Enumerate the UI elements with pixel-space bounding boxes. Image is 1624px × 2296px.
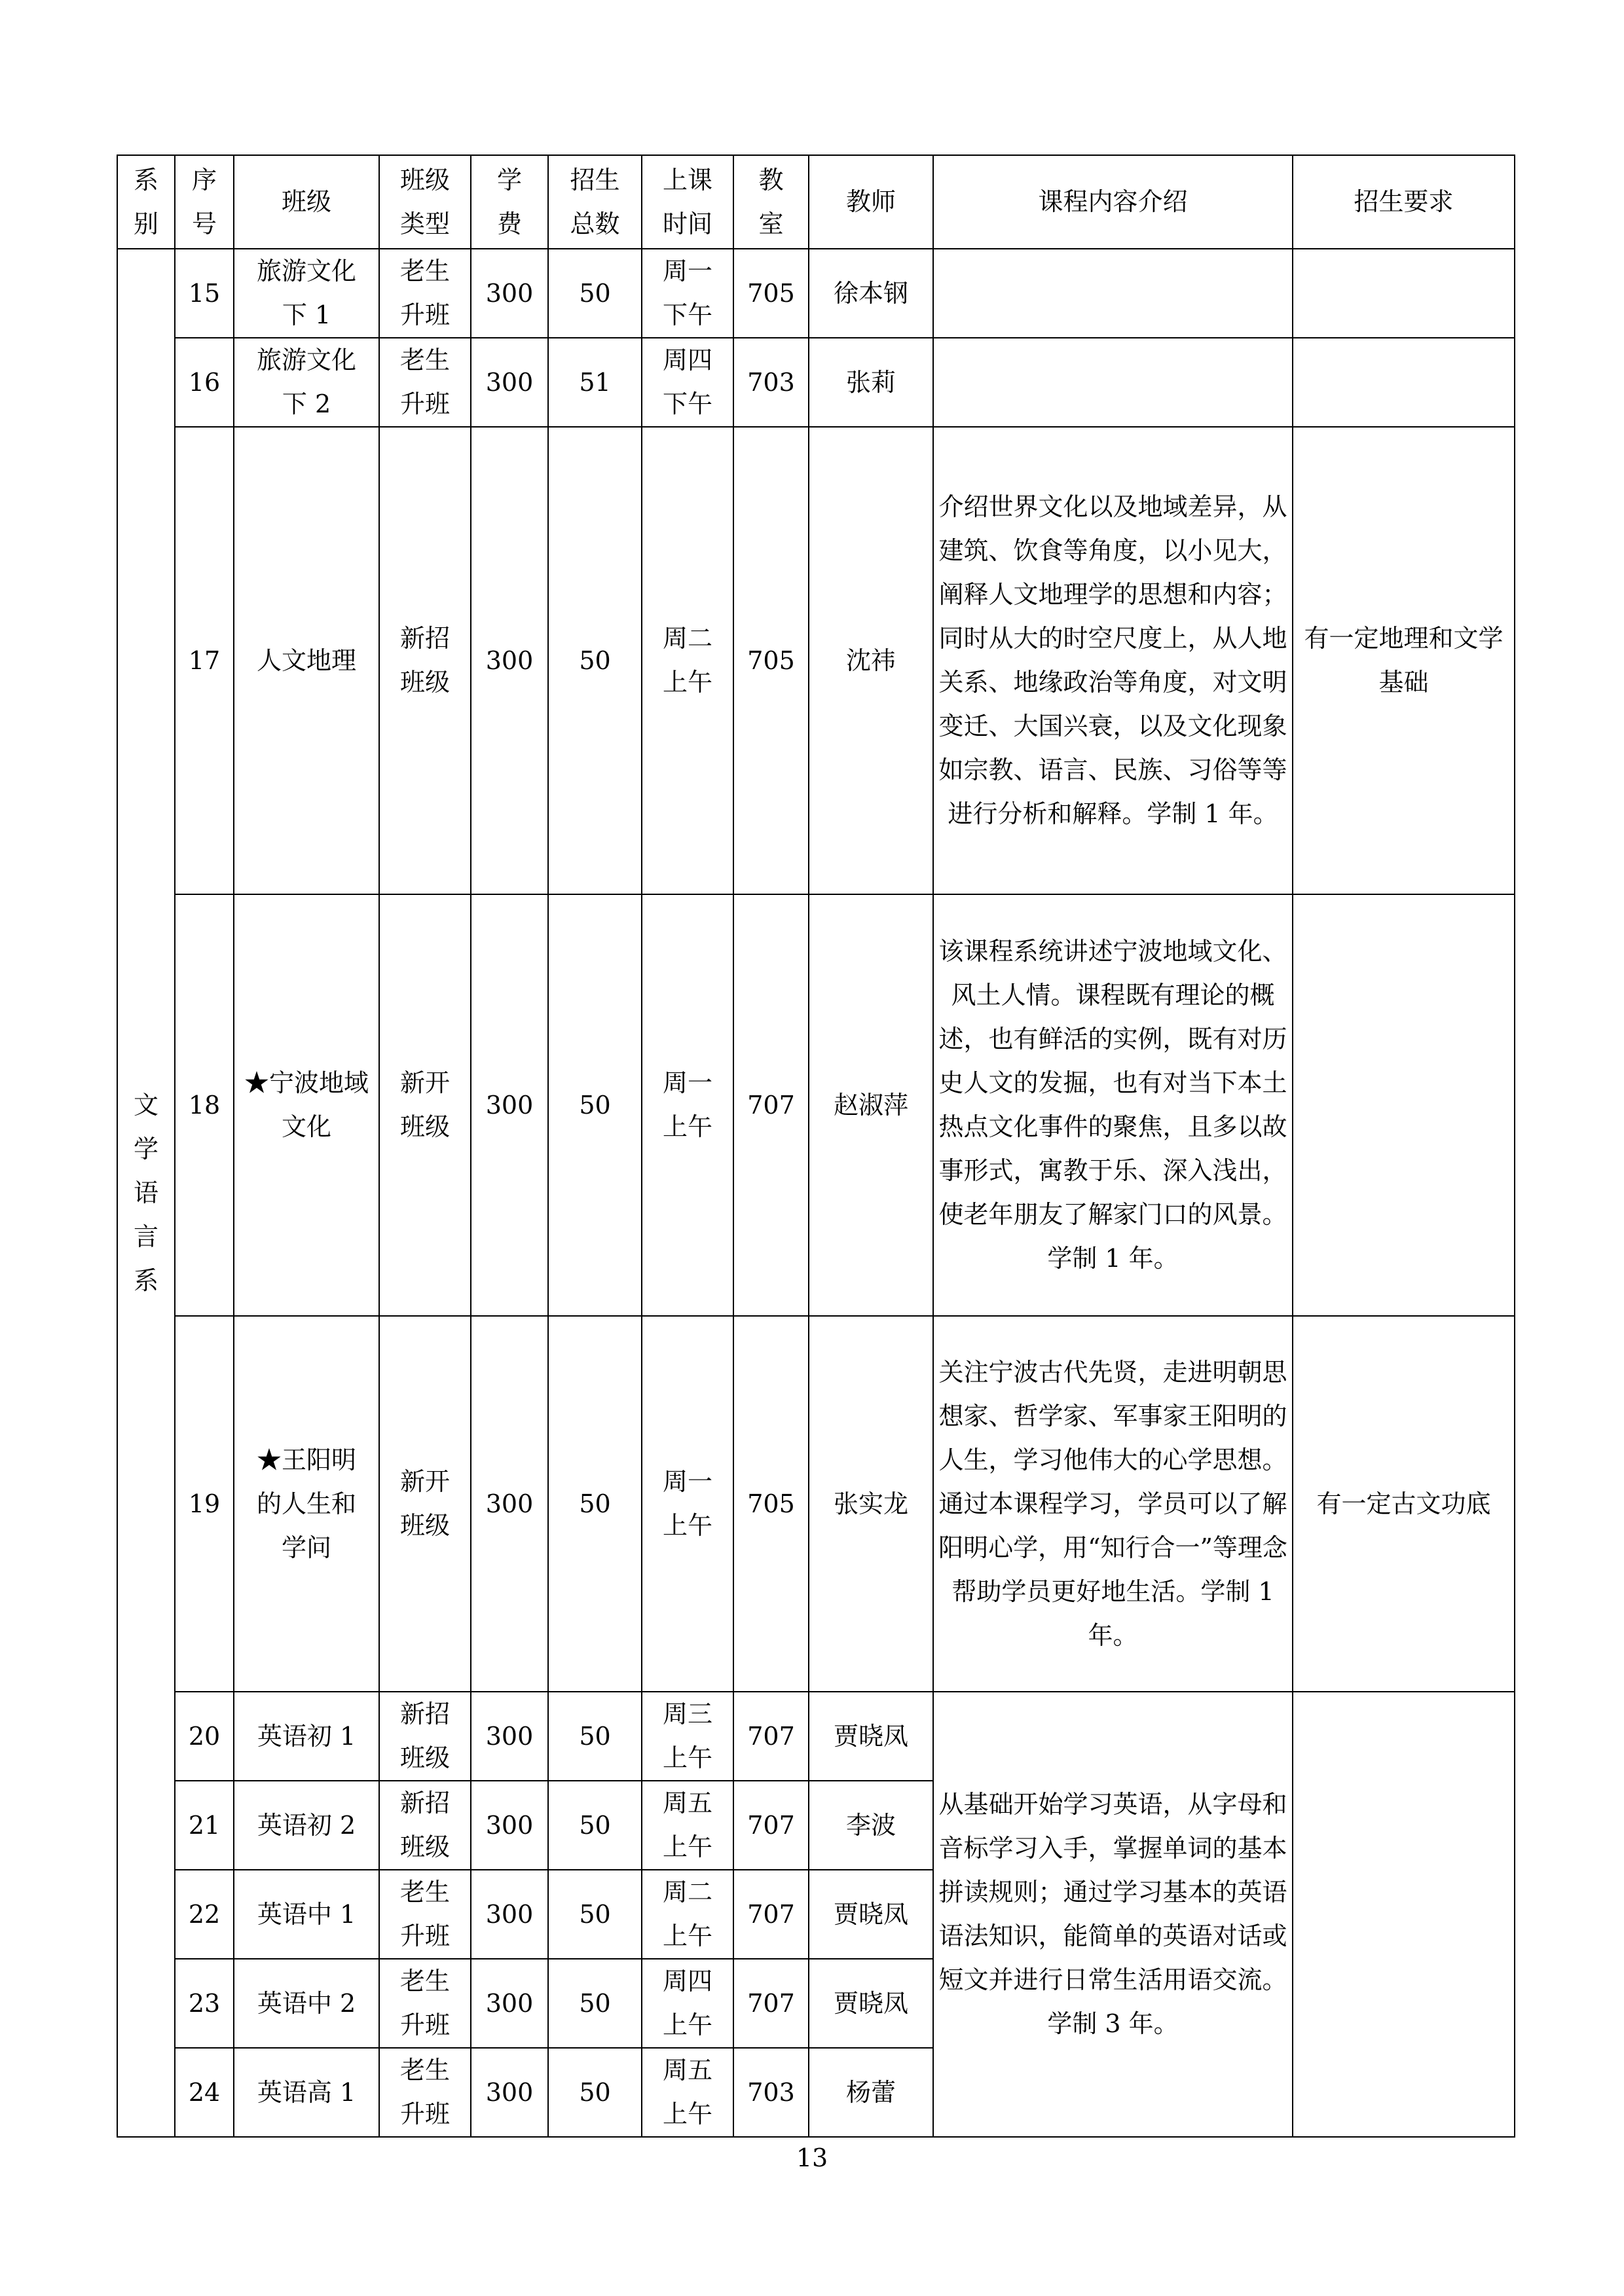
row-requirement: 有一定地理和文学基础 bbox=[1293, 427, 1515, 894]
row-no: 18 bbox=[175, 894, 234, 1316]
row-fee: 300 bbox=[471, 2048, 548, 2137]
row-room: 705 bbox=[733, 427, 809, 894]
row-type: 老生升班 bbox=[379, 1959, 471, 2048]
row-quota: 50 bbox=[548, 1316, 642, 1692]
table-row bbox=[117, 1316, 1515, 1692]
row-time: 周一下午 bbox=[642, 249, 733, 338]
header-row bbox=[117, 155, 1515, 249]
row-content: 该课程系统讲述宁波地域文化、风土人情。课程既有理论的概述，也有鲜活的实例，既有对历史人文的发掘，也有对当下本土热点文化事件的聚焦，且多以故事形式，寓教于乐、深入浅出，使老年朋友了解家门口的风景。学制 1 年。 bbox=[933, 894, 1293, 1316]
row-room: 707 bbox=[733, 894, 809, 1316]
row-room: 707 bbox=[733, 1692, 809, 1781]
english-requirement bbox=[1293, 1692, 1515, 2137]
course-table bbox=[117, 155, 1515, 2138]
row-teacher: 张莉 bbox=[809, 338, 933, 427]
page-number: 13 bbox=[796, 2143, 828, 2172]
row-quota: 50 bbox=[548, 2048, 642, 2137]
header-teacher: 教师 bbox=[809, 155, 933, 249]
header-class: 班级 bbox=[234, 155, 379, 249]
row-class: 英语高 1 bbox=[234, 2048, 379, 2137]
row-type: 老生升班 bbox=[379, 249, 471, 338]
row-teacher: 贾晓凤 bbox=[809, 1959, 933, 2048]
row-time: 周二上午 bbox=[642, 427, 733, 894]
header-room: 教室 bbox=[733, 155, 809, 249]
row-content bbox=[933, 249, 1293, 338]
row-content: 关注宁波古代先贤，走进明朝思想家、哲学家、军事家王阳明的人生，学习他伟大的心学思想。通过本课程学习，学员可以了解阳明心学，用“知行合一”等理念帮助学员更好地生活。学制 1 年。 bbox=[933, 1316, 1293, 1692]
row-type: 新招班级 bbox=[379, 1692, 471, 1781]
row-type: 新开班级 bbox=[379, 894, 471, 1316]
row-teacher: 赵淑萍 bbox=[809, 894, 933, 1316]
row-no: 15 bbox=[175, 249, 234, 338]
row-requirement bbox=[1293, 894, 1515, 1316]
row-time: 周三上午 bbox=[642, 1692, 733, 1781]
row-type: 新招班级 bbox=[379, 427, 471, 894]
row-no: 24 bbox=[175, 2048, 234, 2137]
row-class: ★王阳明的人生和学问 bbox=[234, 1316, 379, 1692]
header-dept: 系别 bbox=[117, 155, 175, 249]
row-time: 周四下午 bbox=[642, 338, 733, 427]
row-requirement bbox=[1293, 249, 1515, 338]
row-quota: 51 bbox=[548, 338, 642, 427]
row-fee: 300 bbox=[471, 1959, 548, 2048]
row-class: 英语初 1 bbox=[234, 1692, 379, 1781]
row-teacher: 沈祎 bbox=[809, 427, 933, 894]
row-fee: 300 bbox=[471, 427, 548, 894]
row-time: 周四上午 bbox=[642, 1959, 733, 2048]
row-no: 21 bbox=[175, 1781, 234, 1870]
table-row bbox=[117, 894, 1515, 1316]
row-room: 703 bbox=[733, 338, 809, 427]
header-quota: 招生总数 bbox=[548, 155, 642, 249]
header-requirement: 招生要求 bbox=[1293, 155, 1515, 249]
table-row bbox=[117, 1692, 1515, 1781]
header-fee: 学费 bbox=[471, 155, 548, 249]
row-class: 英语中 2 bbox=[234, 1959, 379, 2048]
row-fee: 300 bbox=[471, 1692, 548, 1781]
row-fee: 300 bbox=[471, 1316, 548, 1692]
row-time: 周一上午 bbox=[642, 894, 733, 1316]
row-time: 周五上午 bbox=[642, 1781, 733, 1870]
row-type: 老生升班 bbox=[379, 1870, 471, 1959]
row-class: 英语初 2 bbox=[234, 1781, 379, 1870]
row-room: 707 bbox=[733, 1959, 809, 2048]
row-no: 16 bbox=[175, 338, 234, 427]
row-type: 老生升班 bbox=[379, 338, 471, 427]
department-cell: 文学语言系 bbox=[117, 249, 175, 2137]
row-content bbox=[933, 338, 1293, 427]
row-fee: 300 bbox=[471, 1870, 548, 1959]
row-room: 707 bbox=[733, 1870, 809, 1959]
row-fee: 300 bbox=[471, 338, 548, 427]
row-quota: 50 bbox=[548, 1870, 642, 1959]
row-quota: 50 bbox=[548, 894, 642, 1316]
row-no: 17 bbox=[175, 427, 234, 894]
header-content: 课程内容介绍 bbox=[933, 155, 1293, 249]
header-type: 班级类型 bbox=[379, 155, 471, 249]
row-type: 老生升班 bbox=[379, 2048, 471, 2137]
row-room: 705 bbox=[733, 249, 809, 338]
table-row bbox=[117, 427, 1515, 894]
row-class: 旅游文化下 1 bbox=[234, 249, 379, 338]
row-no: 22 bbox=[175, 1870, 234, 1959]
row-teacher: 李波 bbox=[809, 1781, 933, 1870]
row-time: 周二上午 bbox=[642, 1870, 733, 1959]
header-time: 上课时间 bbox=[642, 155, 733, 249]
row-quota: 50 bbox=[548, 1781, 642, 1870]
row-teacher: 贾晓凤 bbox=[809, 1692, 933, 1781]
row-time: 周五上午 bbox=[642, 2048, 733, 2137]
row-room: 707 bbox=[733, 1781, 809, 1870]
row-teacher: 杨蕾 bbox=[809, 2048, 933, 2137]
row-no: 20 bbox=[175, 1692, 234, 1781]
row-no: 19 bbox=[175, 1316, 234, 1692]
row-quota: 50 bbox=[548, 1692, 642, 1781]
row-no: 23 bbox=[175, 1959, 234, 2048]
english-content: 从基础开始学习英语，从字母和音标学习入手，掌握单词的基本拼读规则；通过学习基本的英语语法知识，能简单的英语对话或短文并进行日常生活用语交流。学制 3 年。 bbox=[933, 1692, 1293, 2137]
row-type: 新开班级 bbox=[379, 1316, 471, 1692]
row-teacher: 贾晓凤 bbox=[809, 1870, 933, 1959]
row-fee: 300 bbox=[471, 1781, 548, 1870]
row-teacher: 徐本钢 bbox=[809, 249, 933, 338]
row-requirement: 有一定古文功底 bbox=[1293, 1316, 1515, 1692]
row-quota: 50 bbox=[548, 249, 642, 338]
row-fee: 300 bbox=[471, 894, 548, 1316]
row-quota: 50 bbox=[548, 427, 642, 894]
row-class: 旅游文化下 2 bbox=[234, 338, 379, 427]
row-room: 705 bbox=[733, 1316, 809, 1692]
table-row bbox=[117, 249, 1515, 338]
row-class: ★宁波地域文化 bbox=[234, 894, 379, 1316]
row-quota: 50 bbox=[548, 1959, 642, 2048]
row-fee: 300 bbox=[471, 249, 548, 338]
row-requirement bbox=[1293, 338, 1515, 427]
row-class: 人文地理 bbox=[234, 427, 379, 894]
row-type: 新招班级 bbox=[379, 1781, 471, 1870]
row-time: 周一上午 bbox=[642, 1316, 733, 1692]
row-teacher: 张实龙 bbox=[809, 1316, 933, 1692]
table-row bbox=[117, 338, 1515, 427]
row-content: 介绍世界文化以及地域差异，从建筑、饮食等角度，以小见大，阐释人文地理学的思想和内容；同时从大的时空尺度上，从人地关系、地缘政治等角度，对文明变迁、大国兴衰，以及文化现象如宗教、语言、民族、习俗等等进行分析和解释。学制 1 年。 bbox=[933, 427, 1293, 894]
header-no: 序号 bbox=[175, 155, 234, 249]
row-class: 英语中 1 bbox=[234, 1870, 379, 1959]
row-room: 703 bbox=[733, 2048, 809, 2137]
